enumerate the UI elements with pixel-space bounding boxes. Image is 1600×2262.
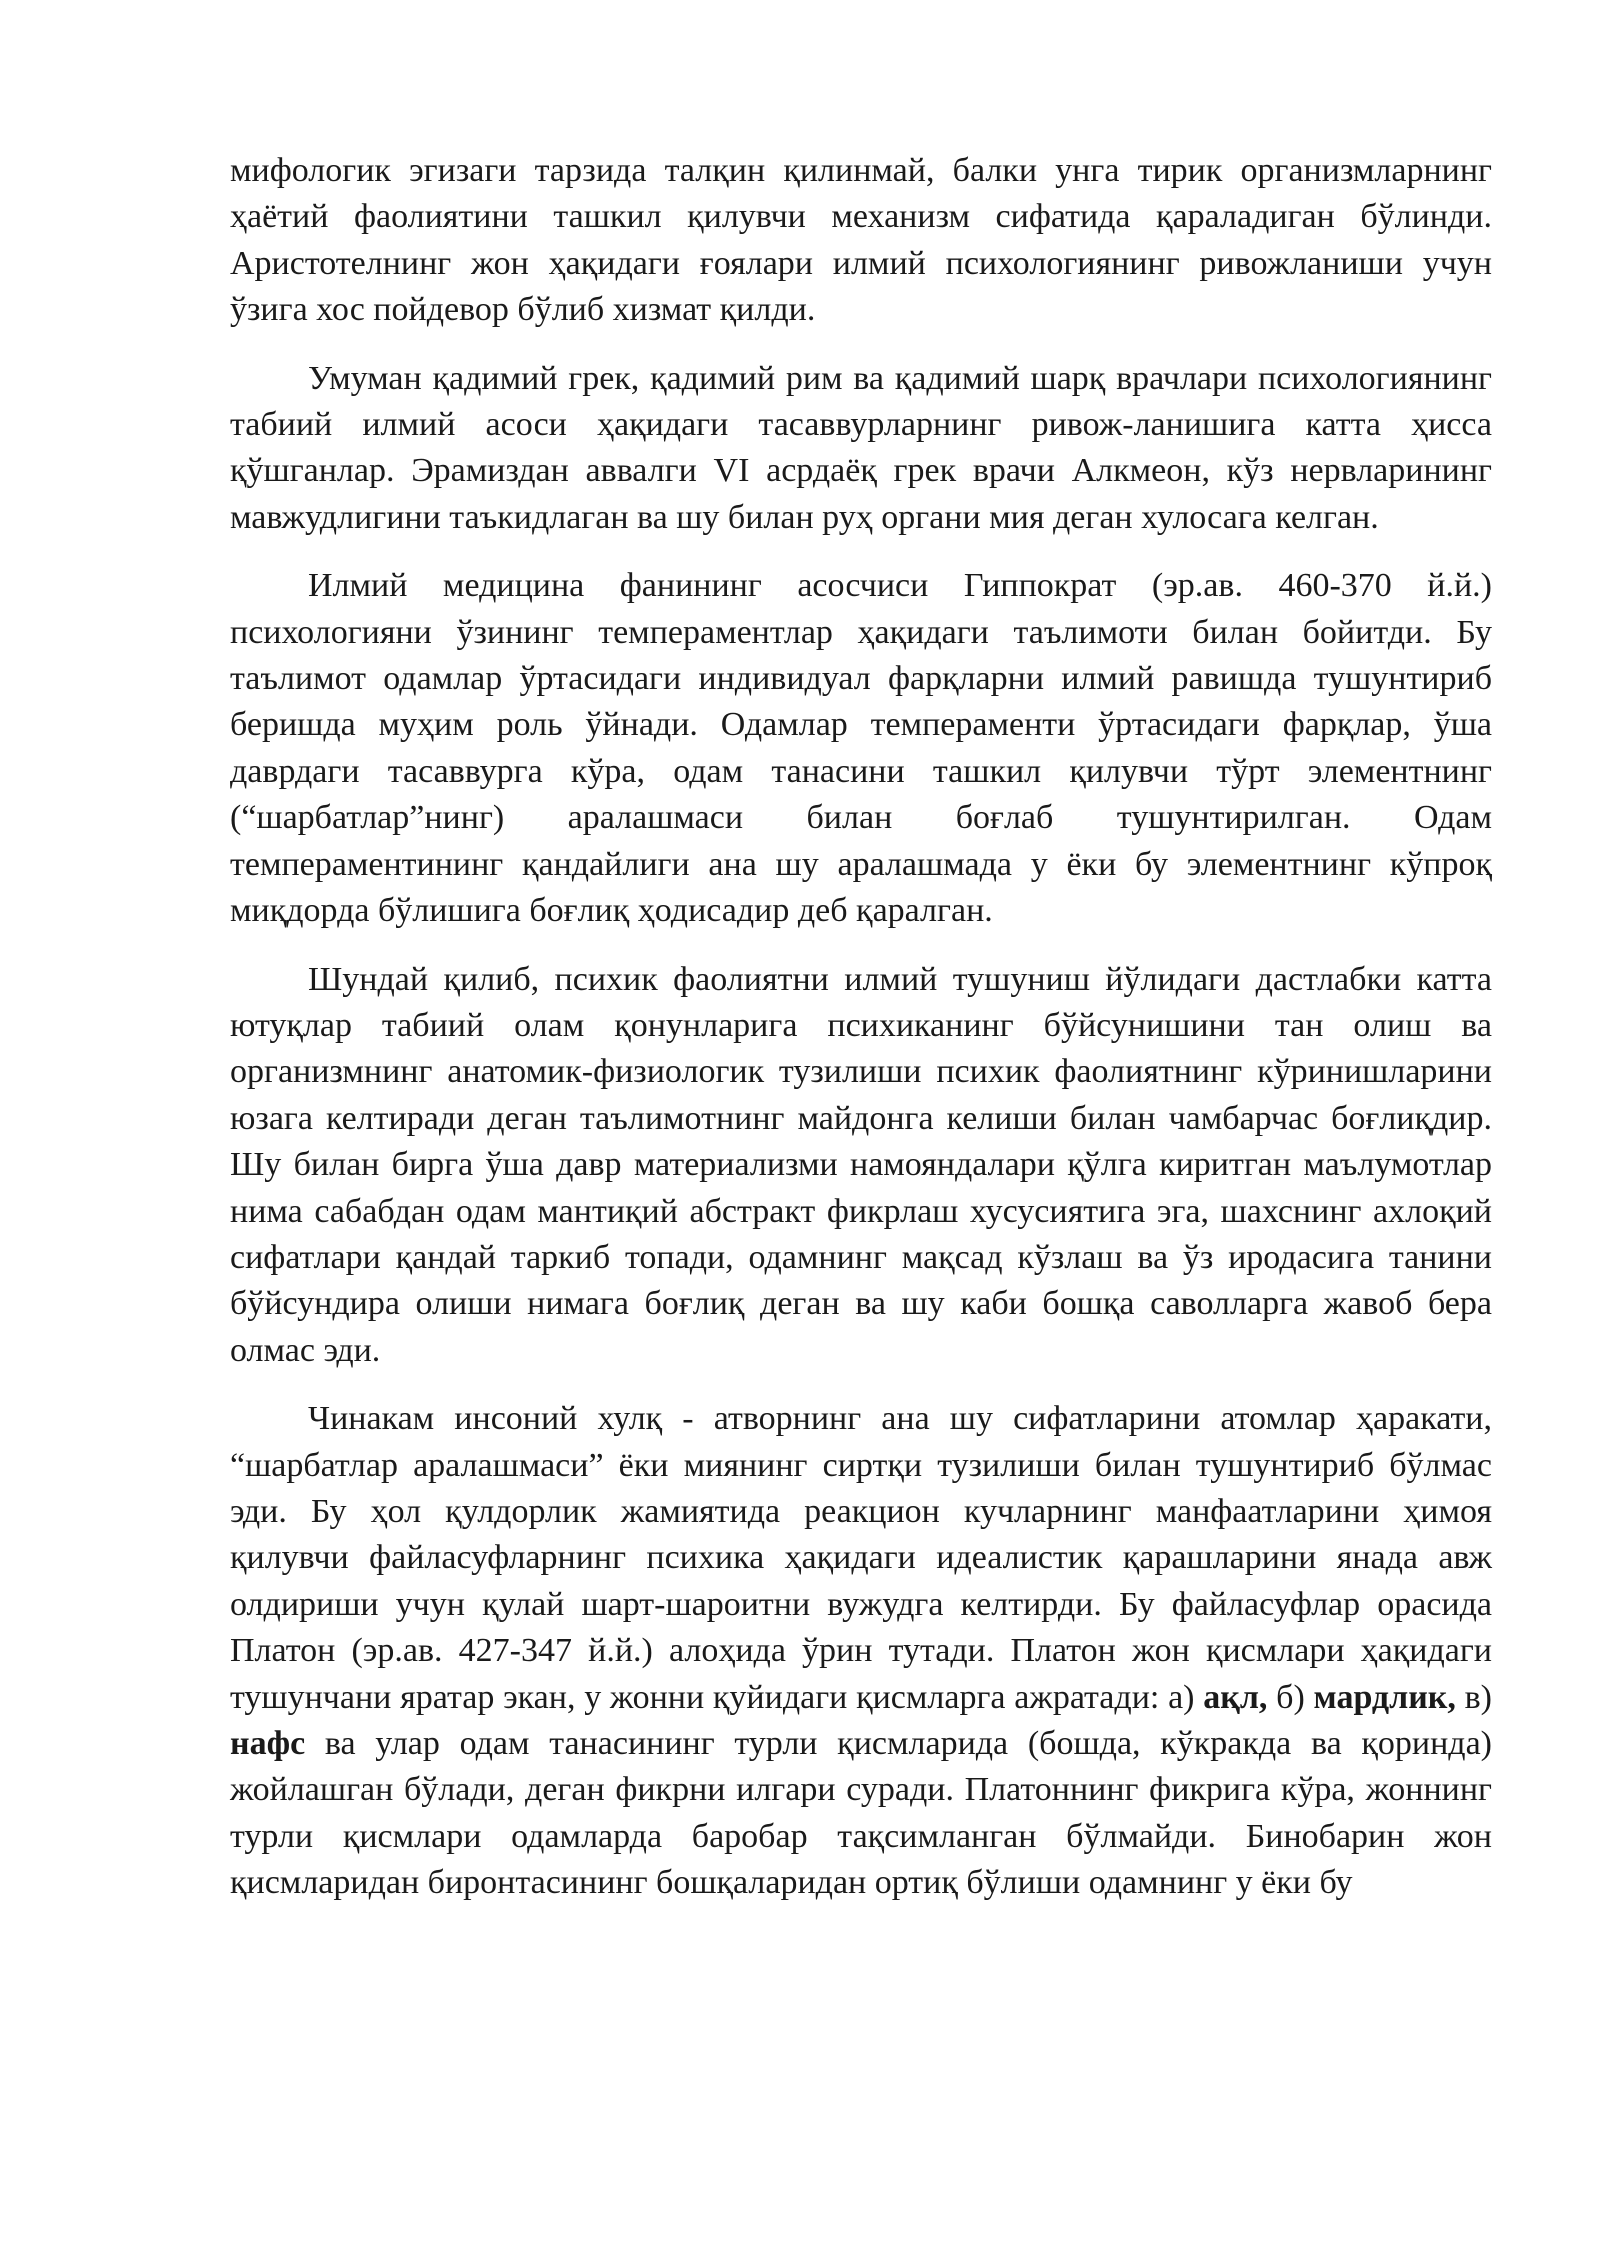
document-page bbox=[230, 148, 1492, 1929]
paragraph-3: Илмий медицина фанининг асосчиси Гиппократ (эр.ав. 460-370 й.й.) психологияни ўзининг темпераментлар ҳақидаги таълимоти билан бойитди. Бу таълимот одамлар ўртасидаги индивидуал фарқларни илмий равишда тушунтириб беришда муҳим роль ўйнади. Одамлар темпераменти ўртасидаги фарқлар, ўша даврдаги тасаввурга кўра, одам танасини ташкил қилувчи тўрт элементнинг (“шарбатлар”нинг) аралашмаси билан боғлаб тушунтирилган. Одам темпераментининг қандайлиги ана шу аралашмада у ёки бу элементнинг кўпроқ миқдорда бўлишига боғлиқ ҳодисадир деб қаралган. bbox=[230, 567, 1492, 930]
paragraph-5-text-a: Чинакам инсоний хулқ - атворнинг ана шу сифатларини атомлар ҳаракати, “шарбатлар аралашмаси” ёки миянинг сиртқи тузилиши билан тушунтириб бўлмас эди. Бу ҳол қулдорлик жамиятида реакцион кучларнинг манфаатларини ҳимоя қилувчи файласуфларнинг психика ҳақидаги идеалистик қарашларини янада авж олдириши учун қулай шарт-шароитни вужудга келтирди. Бу файласуфлар орасида Платон (эр.ав. 427-347 й.й.) алоҳида ўрин тутади. Платон жон қисмлари ҳақидаги тушунчани яратар экан, у жонни қуйидаги қисмларга ажратади: а) bbox=[230, 1400, 1492, 1716]
paragraph-5-text-d: ва улар одам танасининг турли қисмларида (бошда, кўкракда ва қоринда) жойлашган бўлади, деган фикрни илгари суради. Платоннинг фикрига кўра, жоннинг турли қисмлари одамларда баробар тақсимланган бўлмайди. Бинобарин жон қисмларидан биронтасининг бошқаларидан ортиқ бўлиши одамнинг у ёки бу bbox=[230, 1725, 1492, 1902]
term-nafs: нафс bbox=[230, 1725, 306, 1762]
paragraph-5-text-c: в) bbox=[1455, 1678, 1492, 1716]
paragraph-2: Умуман қадимий грек, қадимий рим ва қадимий шарқ врачлари психологиянинг табиий илмий асоси ҳақидаги тасаввурларнинг ривож-ланишига катта ҳисса қўшганлар. Эрамиздан аввалги VI асрдаёқ грек врачи Алкмеон, кўз нервларининг мавжудлигини таъкидлаган ва шу билан руҳ органи мия деган хулосага келган. bbox=[230, 359, 1492, 536]
term-aql: ақл, bbox=[1203, 1678, 1268, 1716]
term-mardlik: мардлик, bbox=[1313, 1678, 1456, 1716]
paragraph-5 bbox=[230, 1396, 1492, 1906]
paragraph-1: мифологик эгизаги тарзида талқин қилинмай, балки унга тирик организмларнинг ҳаётий фаолиятини ташкил қилувчи механизм сифатида қараладиган бўлинди. Аристотелнинг жон ҳақидаги ғоялари илмий психологиянинг ривожланиши учун ўзига хос пойдевор бўлиб хизмат қилди. bbox=[230, 152, 1492, 329]
paragraph-4: Шундай қилиб, психик фаолиятни илмий тушуниш йўлидаги дастлабки катта ютуқлар табиий олам қонунларига психиканинг бўйсунишини тан олиш ва организмнинг анатомик-физиологик тузилиши психик фаолиятнинг кўринишларини юзага келтиради деган таълимотнинг майдонга келиши билан чамбарчас боғлиқдир. Шу билан бирга ўша давр материализми намояндалари қўлга киритган маълумотлар нима сабабдан одам мантиқий абстракт фикрлаш хусусиятига эга, шахснинг ахлоқий сифатлари қандай таркиб топади, одамнинг мақсад кўзлаш ва ўз иродасига танини бўйсундира олиши нимага боғлиқ деган ва шу каби бошқа саволларга жавоб бера олмас эди. bbox=[230, 960, 1492, 1369]
paragraph-5-text-b: б) bbox=[1267, 1678, 1314, 1716]
